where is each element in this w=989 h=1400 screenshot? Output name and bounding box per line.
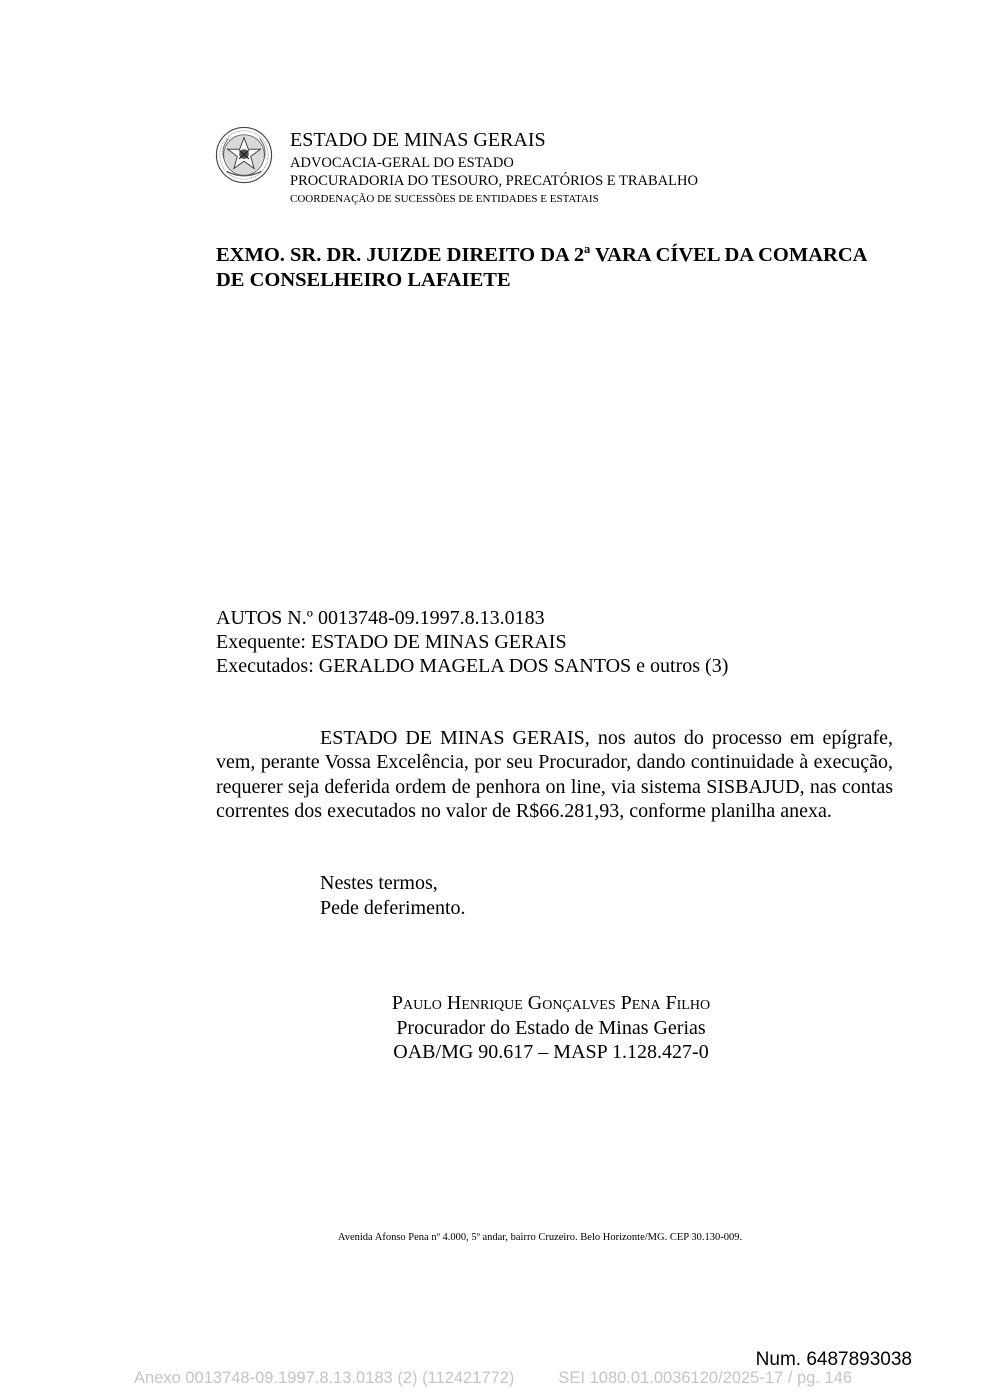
signer-name: Paulo Henrique Gonçalves Pena Filho (391, 992, 711, 1014)
signer-title: Procurador do Estado de Minas Gerias (396, 1016, 706, 1039)
case-plaintiff: Exequente: ESTADO DE MINAS GERAIS (216, 631, 567, 653)
header-agency: ADVOCACIA-GERAL DO ESTADO (290, 155, 514, 171)
petition-paragraph (216, 726, 893, 823)
header-state-name: ESTADO DE MINAS GERAIS (290, 129, 546, 151)
case-number: AUTOS N.º 0013748-09.1997.8.13.0183 (216, 607, 545, 629)
header-department: PROCURADORIA DO TESOURO, PRECATÓRIOS E TRABALHO (290, 173, 698, 189)
case-info (216, 606, 728, 678)
state-seal-icon (215, 126, 273, 184)
addressee (216, 243, 916, 293)
closing (320, 871, 466, 921)
footer-annex: Anexo 0013748-09.1997.8.13.0183 (2) (112421772) (134, 1369, 515, 1387)
addressee-line-1: EXMO. SR. DR. JUIZDE DIREITO DA 2ª VARA CÍVEL DA COMARCA (216, 244, 868, 266)
footer-sei: SEI 1080.01.0036120/2025-17 / pg. 146 (558, 1369, 853, 1387)
signature-block (330, 991, 772, 1065)
footer-watermark (134, 1368, 852, 1388)
closing-line-1: Nestes termos, (320, 872, 438, 894)
petition-text: ESTADO DE MINAS GERAIS, nos autos do processo em epígrafe, vem, perante Vossa Excelência, por seu Procurador, dando continuidade à execução, requerer seja deferida ordem de penhora on line, via sistema SISBAJUD, nas contas correntes dos executados no valor de R$66.281,93, conforme planilha anexa. (216, 727, 893, 822)
office-address: Avenida Afonso Pena nº 4.000, 5º andar, bairro Cruzeiro. Belo Horizonte/MG. CEP 30.130-009. (337, 1232, 743, 1243)
signer-registration: OAB/MG 90.617 – MASP 1.128.427-0 (393, 1041, 709, 1063)
case-defendants: Executados: GERALDO MAGELA DOS SANTOS e outros (3) (216, 655, 729, 677)
closing-line-2: Pede deferimento. (320, 897, 466, 919)
header-coordination: COORDENAÇÃO DE SUCESSÕES DE ENTIDADES E ESTATAIS (290, 193, 599, 205)
addressee-line-2: DE CONSELHEIRO LAFAIETE (216, 269, 511, 291)
document-number: Num. 6487893038 (755, 1349, 912, 1370)
